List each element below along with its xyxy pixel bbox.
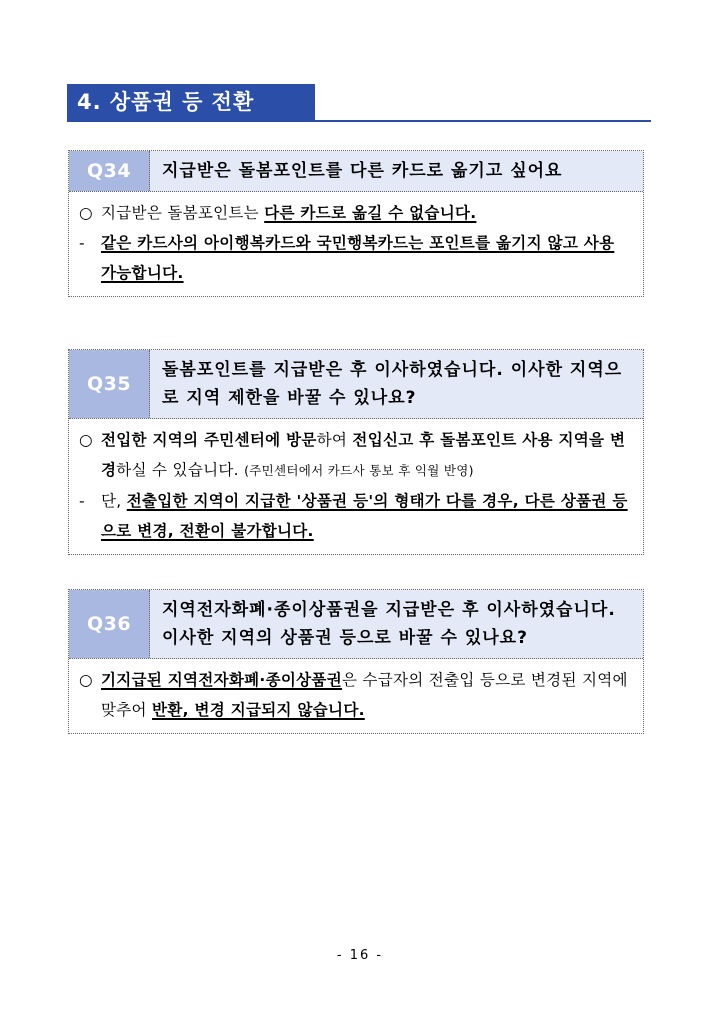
answer-text: 하실 수 있습니다.: [116, 461, 245, 479]
answer-emphasis: 다른 카드로 옮길 수 없습니다.: [264, 204, 477, 222]
dash-marker: -: [79, 234, 85, 252]
answer-emphasis: 반환, 변경 지급되지 않습니다.: [152, 701, 365, 719]
question-row: [69, 350, 643, 419]
question-badge: Q34: [69, 151, 150, 191]
question-badge: Q35: [69, 350, 150, 418]
question-text: 돌봄포인트를 지급받은 후 이사하였습니다. 이사한 지역으로 지역 제한을 바꿀 수 있나요?: [162, 360, 623, 408]
answer-line: [79, 425, 635, 486]
answer-emphasis: 전출입한 지역이 지급한 '상품권 등'의 형태가 다를 경우, 다른 상품권 등으로 변경, 전환이 불가합니다.: [101, 492, 628, 540]
answer-sub-line: [79, 228, 635, 288]
section-divider: [67, 120, 651, 122]
answer-bold: 전입신고 후 돌봄포인트 사용 지역을 변경: [101, 431, 626, 479]
answer-text: 하여: [316, 431, 353, 449]
question-row: [69, 590, 643, 659]
answer-line: [79, 198, 635, 228]
dash-marker: -: [79, 492, 85, 510]
answer-note: (주민센터에서 카드사 통보 후 익월 반영): [244, 463, 474, 478]
answer-emphasis: 같은 카드사의 아이행복카드와 국민행복카드는 포인트를 옮기지 않고 사용 가능합니다.: [101, 234, 615, 282]
question-text: 지급받은 돌봄포인트를 다른 카드로 옮기고 싶어요: [162, 161, 563, 181]
answer-bold: 전입한 지역의 주민센터에 방문: [101, 431, 317, 449]
answer-text: 은 수급자의 전출입 등으로 변경된 지역에 맞추어: [101, 671, 628, 719]
section-title: 4. 상품권 등 전환: [67, 84, 315, 120]
answer-text: 단,: [101, 492, 127, 510]
answer-body: [69, 419, 643, 554]
answer-line: [79, 665, 635, 725]
answer-body: [69, 659, 643, 733]
bullet-marker: ○: [79, 431, 93, 449]
bullet-marker: ○: [79, 204, 93, 222]
question-text: 지역전자화폐·종이상품권을 지급받은 후 이사하였습니다. 이사한 지역의 상품권 등으로 바꿀 수 있나요?: [162, 600, 616, 648]
qa-block-q35: [68, 349, 644, 555]
section-header: [67, 84, 651, 122]
qa-block-q34: [68, 150, 644, 297]
answer-text: 지급받은 돌봄포인트는: [101, 204, 265, 222]
question-badge: Q36: [69, 590, 150, 658]
question-row: [69, 151, 643, 192]
answer-emphasis: 기지급된 지역전자화폐·종이상품권: [101, 671, 342, 689]
bullet-marker: ○: [79, 671, 93, 689]
qa-block-q36: [68, 589, 644, 734]
page-number: - 16 -: [336, 948, 384, 963]
answer-body: [69, 192, 643, 296]
answer-sub-line: [79, 486, 635, 546]
